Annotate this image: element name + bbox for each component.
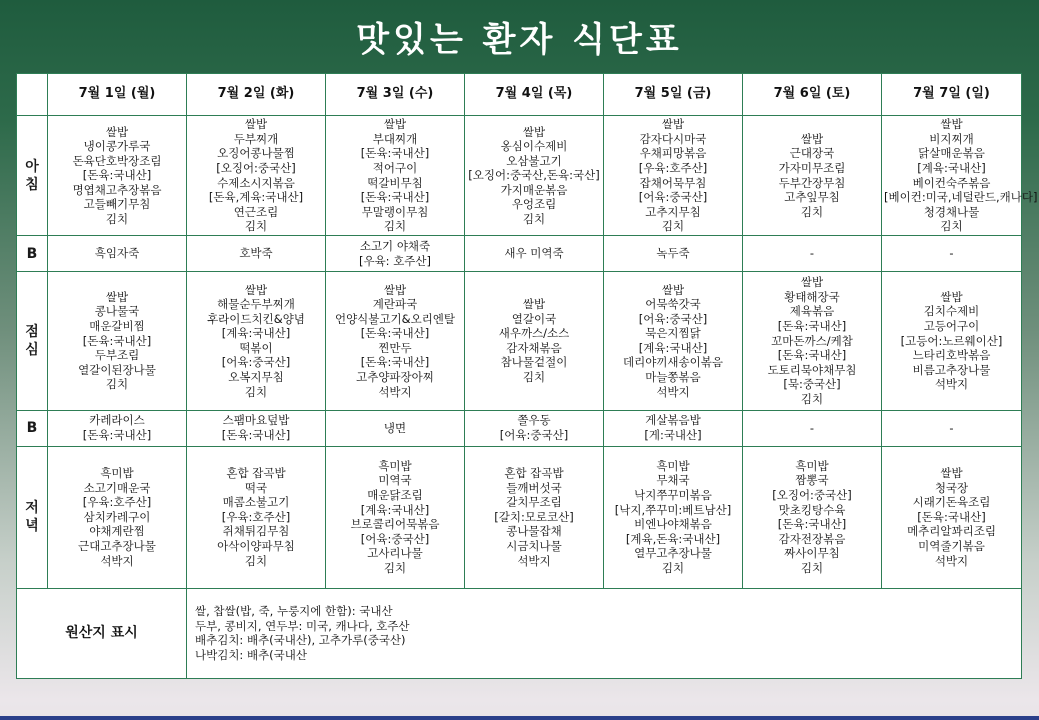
- menu-item: [우육:호주산]: [82, 495, 152, 510]
- menu-item: 쌀밥: [800, 131, 824, 146]
- menu-item: -: [809, 420, 815, 435]
- menu-item: 감자전장볶음: [778, 531, 846, 546]
- menu-item: 떡갈비무침: [367, 175, 423, 190]
- menu-item: 수제소시지볶음: [217, 175, 295, 190]
- menu-item: [돈육:국내산]: [82, 428, 152, 443]
- menu-item: 제육볶음: [789, 304, 835, 319]
- meal-label-char: 아: [25, 158, 39, 175]
- menu-item: 베이컨숙주볶음: [912, 175, 991, 190]
- menu-item: 야채계란찜: [89, 524, 145, 539]
- menu-item: 김치: [661, 560, 685, 575]
- menu-cell: [48, 272, 187, 410]
- menu-item: 고사리나물: [367, 546, 423, 561]
- menu-item: 열무고추장나물: [634, 546, 712, 561]
- menu-cell: [465, 236, 604, 272]
- menu-item: 쌀밥: [105, 289, 129, 304]
- menu-item: [돈육:국내산]: [360, 355, 430, 370]
- meal-label-char: 심: [25, 341, 39, 358]
- menu-item: 흑미밥: [656, 458, 690, 473]
- menu-item: 떡국: [244, 480, 268, 495]
- menu-item: [어육:중국산]: [638, 190, 708, 205]
- menu-item: 잡채어묵무침: [639, 175, 707, 190]
- menu-item: 청국장: [934, 480, 969, 495]
- menu-item: 무말랭이무침: [361, 204, 429, 219]
- menu-item: 쌀밥: [383, 282, 407, 297]
- menu-cell: [187, 410, 326, 446]
- menu-item: 쌀밥: [105, 124, 129, 139]
- meal-label-char: 침: [25, 176, 39, 193]
- menu-item: 새우 미역죽: [504, 246, 564, 261]
- menu-item: 게살볶음밥: [645, 413, 701, 428]
- menu-item: 열갈이된장나물: [78, 362, 156, 377]
- menu-cell: [465, 446, 604, 588]
- menu-cell: [326, 410, 465, 446]
- menu-item: 비름고추장나물: [912, 362, 991, 377]
- menu-item: 청경채나물: [923, 204, 980, 219]
- menu-item: 쌀밥: [800, 275, 824, 290]
- menu-item: 석박지: [934, 377, 969, 392]
- menu-item: 짬뽕국: [795, 473, 829, 488]
- menu-item: 오삼불고기: [506, 153, 562, 168]
- menu-item: [계육,돈육:국내산]: [625, 531, 721, 546]
- menu-item: 새우까스/소스: [498, 326, 570, 341]
- breakfast-row: [17, 116, 1022, 236]
- menu-item: 흑미밥: [378, 458, 412, 473]
- menu-item: 쌀밥: [661, 282, 685, 297]
- menu-item: 혼합 잡곡밥: [226, 466, 286, 481]
- menu-cell: [882, 236, 1022, 272]
- menu-item: 냉면: [383, 420, 407, 435]
- menu-item: 석박지: [934, 553, 969, 568]
- menu-item: 김치: [940, 219, 963, 234]
- menu-item: 참나물겉절이: [500, 355, 568, 370]
- menu-cell: [743, 272, 882, 410]
- menu-item: 녹두죽: [656, 246, 690, 261]
- menu-item: [돈육:국내산]: [777, 348, 847, 363]
- menu-cell: [465, 272, 604, 410]
- menu-item: 쌀밥: [383, 117, 407, 132]
- menu-item: 소고기 야채죽: [359, 239, 431, 254]
- menu-cell: [48, 446, 187, 588]
- menu-cell: [743, 410, 882, 446]
- menu-item: 비엔나야채볶음: [634, 517, 712, 532]
- day-header: 7월 1일 (월): [48, 74, 187, 116]
- menu-item: 흑임자죽: [94, 246, 140, 261]
- menu-item: 김치: [800, 204, 824, 219]
- menu-item: 오징어콩나물찜: [217, 146, 295, 161]
- menu-item: 무채국: [656, 473, 690, 488]
- menu-item: 황태해장국: [784, 289, 840, 304]
- menu-item: 김치: [244, 384, 268, 399]
- menu-item: 가자미무조림: [778, 161, 846, 175]
- menu-item: 김치: [383, 219, 407, 234]
- menu-item: 비지찌개: [929, 131, 974, 146]
- menu-cell: [604, 236, 743, 272]
- menu-item: 매운갈비찜: [89, 318, 145, 333]
- menu-cell: [326, 272, 465, 410]
- menu-item: 데리야끼새송이볶음: [623, 355, 723, 370]
- menu-item: [우육:호주산]: [221, 509, 291, 524]
- menu-item: [베이컨:미국,네덜란드,캐나다]: [884, 190, 1038, 205]
- menu-cell: [187, 272, 326, 410]
- menu-item: 김치: [105, 377, 129, 392]
- menu-item: 갈치무조림: [506, 495, 562, 510]
- menu-cell: [465, 116, 604, 236]
- menu-item: [돈육:국내산]: [360, 190, 430, 205]
- menu-item: 해물순두부찌개: [217, 297, 295, 312]
- menu-item: 스팸마요덮밥: [222, 413, 290, 428]
- menu-item: [돈육:국내산]: [221, 428, 291, 443]
- menu-item: [계육:국내산]: [917, 161, 986, 175]
- menu-item: 쌀밥: [940, 466, 963, 481]
- menu-item: 어묵쑥갓국: [645, 297, 701, 312]
- menu-item: [계육:국내산]: [638, 340, 708, 355]
- day-header: 7월 2일 (화): [187, 74, 326, 116]
- menu-item: [우육:호주산]: [638, 161, 708, 175]
- menu-item: [게:국내산]: [644, 428, 702, 443]
- menu-item: 김치: [522, 212, 546, 227]
- menu-item: 고추양파장아찌: [356, 370, 434, 385]
- menu-item: [어육:중국산]: [638, 311, 708, 326]
- menu-item: 들깨버섯국: [506, 480, 562, 495]
- menu-item: 시래기돈육조림: [912, 495, 991, 510]
- menu-item: 쌀밥: [940, 289, 963, 304]
- menu-item: 미역줄기볶음: [918, 539, 985, 554]
- page-title: 맛있는 환자 식단표: [356, 19, 683, 60]
- menu-item: [계육:국내산]: [221, 326, 291, 341]
- menu-item: 시금치나물: [506, 539, 562, 554]
- menu-item: 카레라이스: [89, 413, 145, 428]
- menu-item: 고추잎무침: [784, 190, 840, 205]
- menu-item: [돈육:국내산]: [777, 517, 847, 532]
- menu-item: [돈육:국내산]: [777, 318, 847, 333]
- menu-item: 감자채볶음: [506, 340, 562, 355]
- menu-item: 언양식불고기&오리엔탈: [334, 311, 456, 326]
- menu-item: [어육:중국산]: [360, 531, 430, 546]
- menu-cell: [882, 410, 1022, 446]
- menu-item: 김치: [244, 219, 268, 234]
- day-header: 7월 5일 (금): [604, 74, 743, 116]
- menu-cell: [48, 410, 187, 446]
- menu-cell: [326, 116, 465, 236]
- menu-item: 김치: [105, 212, 129, 227]
- menu-cell: [187, 446, 326, 588]
- origin-line: 배추김치: 배추(국내산), 고추가루(중국산): [195, 633, 406, 648]
- menu-item: 느타리호박볶음: [912, 348, 991, 363]
- menu-cell: [465, 410, 604, 446]
- menu-item: 브로콜리어묵볶음: [350, 517, 440, 532]
- menu-item: [어육:중국산]: [499, 428, 569, 443]
- menu-item: [계육:국내산]: [360, 502, 430, 517]
- menu-item: 마늘쫑볶음: [645, 370, 701, 385]
- menu-item: 미역국: [378, 473, 412, 488]
- menu-item: 우엉조림: [511, 197, 557, 212]
- menu-item: 근대고추장나물: [78, 539, 156, 554]
- menu-item: 돈육단호박장조림: [72, 153, 162, 168]
- origin-row: [17, 588, 1022, 678]
- menu-item: 후라이드치킨&양념: [207, 311, 305, 326]
- menu-item: 김치수제비: [923, 304, 980, 319]
- menu-item: 콩나물국: [94, 304, 140, 319]
- menu-item: 꼬마돈까스/케찹: [771, 333, 853, 348]
- menu-item: 삼치카레구이: [83, 509, 151, 524]
- menu-cell: [882, 446, 1022, 588]
- menu-item: 찐만두: [378, 340, 412, 355]
- menu-item: 근대장국: [789, 146, 835, 161]
- menu-item: [오징어:중국산]: [216, 161, 296, 175]
- menu-item: [돈육:국내산]: [82, 168, 152, 183]
- menu-item: [돈육:국내산]: [360, 146, 430, 161]
- menu-cell: [882, 272, 1022, 410]
- meal-label: [17, 236, 48, 272]
- menu-cell: [187, 116, 326, 236]
- header-row: [17, 74, 1022, 116]
- menu-item: 호박죽: [239, 246, 273, 261]
- menu-cell: [604, 272, 743, 410]
- meal-label-char: B: [26, 420, 38, 437]
- menu-item: 고추지무침: [645, 204, 701, 219]
- menu-item: 부대찌개: [372, 131, 418, 146]
- menu-item: 쌀밥: [940, 117, 963, 132]
- menu-item: 쌀밥: [661, 117, 685, 132]
- menu-item: [고등어:노르웨이산]: [900, 333, 1003, 348]
- menu-cell: [48, 116, 187, 236]
- menu-cell: [604, 410, 743, 446]
- menu-cell: [604, 446, 743, 588]
- menu-item: 도토리묵야채무침: [767, 362, 857, 377]
- menu-item: [돈육:국내산]: [360, 326, 430, 341]
- menu-item: -: [949, 246, 954, 261]
- menu-item: 냉이콩가루국: [83, 139, 151, 154]
- menu-item: 닭살매운볶음: [918, 146, 985, 161]
- menu-item: [돈육,계육:국내산]: [208, 190, 304, 205]
- menu-item: 고등어구이: [923, 318, 980, 333]
- menu-cell: [604, 116, 743, 236]
- menu-item: 두부간장무침: [778, 175, 846, 190]
- menu-item: 가지매운볶음: [500, 182, 568, 197]
- menu-item: 소고기매운국: [83, 480, 151, 495]
- menu-item: 메추리알꽈리조림: [907, 524, 996, 539]
- menu-cell: [48, 236, 187, 272]
- menu-item: 흑미밥: [100, 466, 134, 481]
- menu-item: [오징어:중국산,돈육:국산]: [468, 168, 600, 183]
- menu-item: 매콤소불고기: [222, 495, 290, 510]
- menu-item: [묵:중국산]: [783, 377, 841, 392]
- menu-item: [돈육:국내산]: [82, 333, 152, 348]
- menu-item: 쌀밥: [522, 124, 546, 139]
- menu-item: [돈육:국내산]: [917, 509, 986, 524]
- menu-item: 열갈이국: [511, 311, 557, 326]
- menu-cell: [326, 446, 465, 588]
- origin-label: 원산지 표시: [17, 588, 187, 678]
- menu-item: 고들빼기무침: [83, 197, 151, 212]
- menu-cell: [882, 116, 1038, 236]
- menu-item: 쫄우동: [517, 413, 551, 428]
- menu-item: 쥐채튀김무침: [222, 524, 290, 539]
- menu-item: 아삭이양파무침: [217, 539, 295, 554]
- menu-item: 떡볶이: [239, 340, 273, 355]
- menu-item: 두부찌개: [233, 131, 279, 146]
- menu-item: 석박지: [100, 553, 134, 568]
- menu-item: 쌀밥: [244, 282, 268, 297]
- menu-item: 낙지쭈꾸미볶음: [634, 488, 712, 502]
- day-header: 7월 7일 (일): [882, 74, 1022, 116]
- menu-item: [어육:중국산]: [221, 355, 291, 370]
- snack-row-1: [17, 236, 1022, 272]
- menu-item: 쌀밥: [522, 297, 546, 312]
- menu-item: 흑미밥: [795, 458, 829, 473]
- menu-item: 김치: [383, 560, 407, 575]
- menu-item: [낙지,쭈꾸미:베트남산]: [614, 502, 732, 517]
- menu-item: 옹심이수제비: [500, 139, 568, 154]
- day-header: 7월 3일 (수): [326, 74, 465, 116]
- snack-row-2: [17, 410, 1022, 446]
- meal-label-char: 녁: [25, 518, 39, 535]
- meal-label: [17, 410, 48, 446]
- menu-cell: [743, 116, 882, 236]
- menu-item: 석박지: [378, 384, 412, 399]
- menu-item: 석박지: [656, 384, 690, 399]
- menu-item: 적어구이: [372, 161, 418, 175]
- menu-item: 석박지: [517, 553, 551, 568]
- menu-cell: [743, 446, 882, 588]
- meal-label: [17, 272, 48, 410]
- corner-cell: [17, 74, 48, 116]
- menu-item: 묵은지찜닭: [645, 326, 701, 341]
- menu-item: 김치: [661, 219, 685, 234]
- menu-item: 맛초킹탕수육: [778, 502, 846, 517]
- menu-cell: [326, 236, 465, 272]
- menu-item: 콩나물잡채: [506, 524, 562, 539]
- menu-item: 김치: [800, 391, 824, 406]
- meal-label: [17, 446, 48, 588]
- origin-details: [187, 588, 1022, 678]
- origin-line: 두부, 콩비지, 연두부: 미국, 캐나다, 호주산: [195, 618, 410, 633]
- menu-item: 두부조림: [94, 348, 140, 363]
- menu-item: 쌀밥: [244, 117, 268, 132]
- menu-item: 오복지무침: [228, 370, 284, 385]
- menu-table-panel: [16, 73, 1038, 679]
- menu-item: [갈치:모로코산]: [494, 509, 574, 524]
- menu-item: 매운닭조림: [367, 488, 423, 502]
- menu-item: [오징어:중국산]: [772, 488, 852, 502]
- meal-label-char: 저: [25, 500, 39, 517]
- meal-label-char: B: [26, 245, 38, 262]
- origin-line: 나박김치: 배추(국내산: [195, 648, 307, 662]
- menu-item: 김치: [522, 370, 546, 385]
- menu-item: 명엽채고추장볶음: [72, 182, 162, 197]
- meal-plan-table: [16, 73, 1038, 679]
- menu-item: [우육: 호주산]: [358, 253, 432, 268]
- menu-item: 우채피망볶음: [639, 146, 707, 161]
- footer-bar: [0, 716, 1039, 720]
- menu-item: -: [809, 246, 815, 261]
- origin-line: 쌀, 찹쌀(밥, 죽, 누룽지에 한함): 국내산: [195, 604, 393, 619]
- lunch-row: [17, 272, 1022, 410]
- menu-item: 김치: [244, 553, 268, 568]
- menu-item: -: [949, 420, 954, 435]
- menu-item: 짜사이무침: [784, 546, 840, 561]
- day-header: 7월 6일 (토): [743, 74, 882, 116]
- meal-label-char: 점: [25, 323, 39, 340]
- menu-item: 감자다시마국: [639, 131, 707, 146]
- dinner-row: [17, 446, 1022, 588]
- menu-cell: [187, 236, 326, 272]
- menu-item: 김치: [800, 560, 824, 575]
- day-header: 7월 4일 (목): [465, 74, 604, 116]
- menu-item: 혼합 잡곡밥: [504, 466, 564, 481]
- meal-label: [17, 116, 48, 236]
- menu-item: 계란파국: [372, 297, 418, 312]
- menu-cell: [743, 236, 882, 272]
- menu-item: 연근조림: [233, 204, 279, 219]
